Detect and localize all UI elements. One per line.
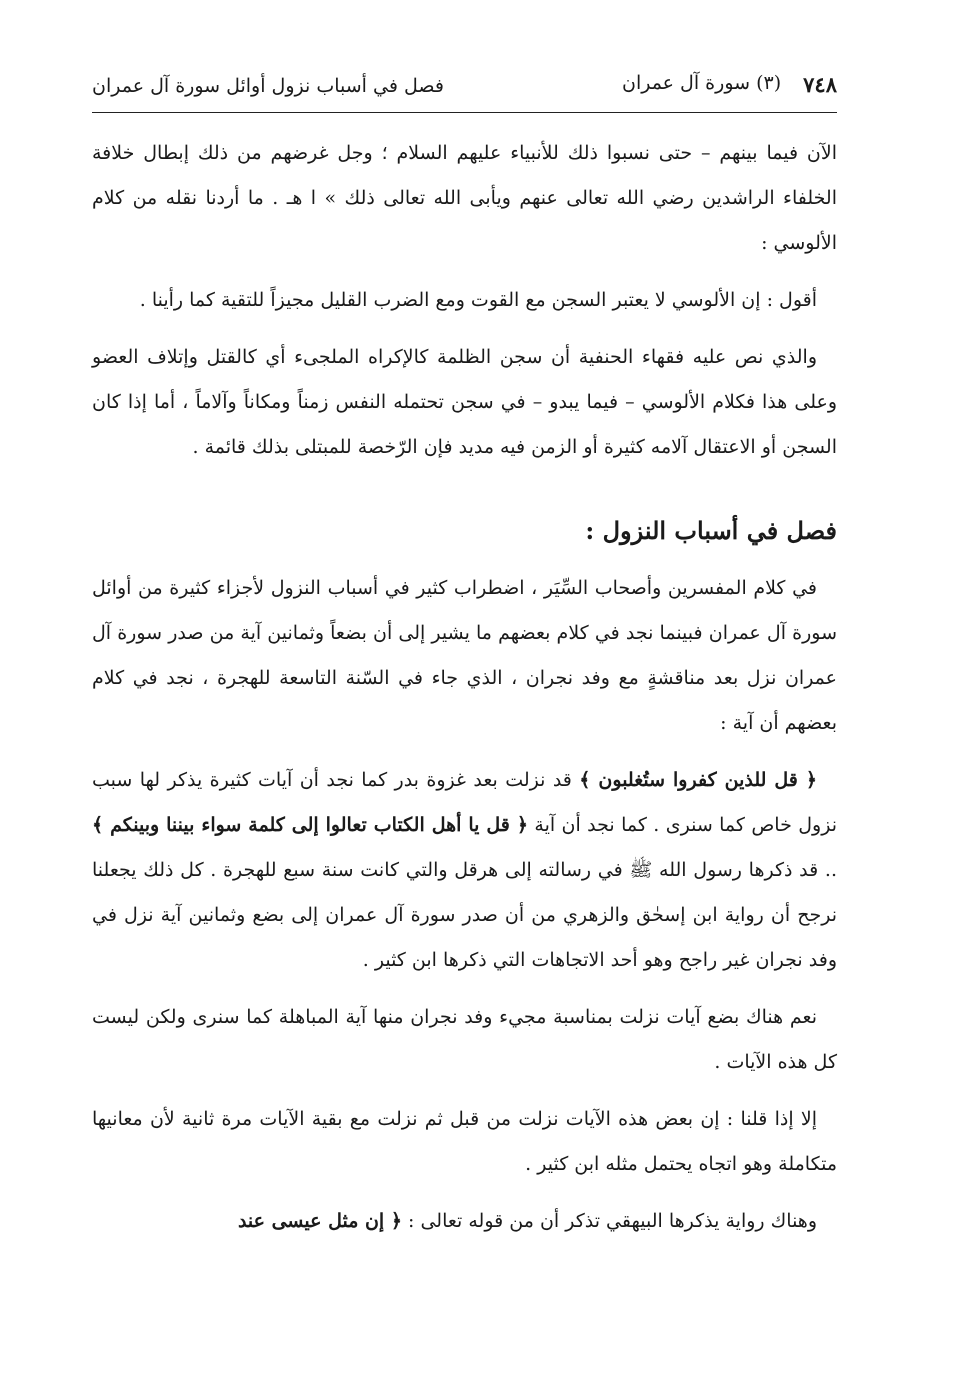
quran-verse-2: ﴿ قل يا أهل الكتاب تعالوا إلى كلمة سواء بيننا وبينكم ﴾	[92, 814, 528, 836]
header-right	[622, 72, 837, 97]
page-body	[92, 131, 837, 1244]
book-page	[92, 72, 837, 1256]
page-number: ٧٤٨	[803, 72, 837, 97]
chapter-title: فصل في أسباب نزول أوائل سورة آل عمران	[92, 75, 444, 97]
paragraph-4: في كلام المفسرين وأصحاب السِّيَر ، اضطراب كثير في أسباب النزول لأجزاء كثيرة من أوائل سورة آل عمران فبينما نجد في كلام بعضهم ما يشير إلى أن بضعاً وثمانين آية من صدر سورة آل عمران نزل بعد مناقشةٍ مع وفد نجران ، الذي جاء في السّنة التاسعة للهجرة ، نجد في كلام بعضهم أن آية :	[92, 577, 837, 734]
paragraph-1: الآن فيما بينهم – حتى نسبوا ذلك للأنبياء عليهم السلام ؛ وجل غرضهم من ذلك إبطال خلافة الخلفاء الراشدين رضي الله تعالى عنهم ويأبى الله تعالى ذلك » ا هـ . ما أردنا نقله من كلام الألوسي :	[92, 142, 837, 254]
paragraph-8	[92, 1199, 837, 1244]
paragraph-8-text: وهناك رواية يذكرها البيهقي تذكر أن من قوله تعالى :	[401, 1210, 817, 1232]
volume-title: (٣) سورة آل عمران	[621, 72, 782, 94]
paragraph-5-text-1: قد نزلت بعد غزوة بدر كما نجد أن آيات كثيرة يذكر لها سبب نزول خاص كما سنرى . كما نجد أن آية	[92, 769, 837, 836]
paragraph-5	[92, 758, 837, 983]
quran-verse-1: ﴿ قل للذين كفروا ستُغلبون ﴾	[579, 769, 817, 791]
paragraph-6: نعم هناك بضع آيات نزلت بمناسبة مجيء وفد نجران منها آية المباهلة كما سنرى ولكن ليست كل هذه الآيات .	[92, 1006, 837, 1073]
section-heading: فصل في أسباب النزول :	[585, 516, 837, 545]
paragraph-2: أقول : إن الألوسي لا يعتبر السجن مع القوت ومع الضرب القليل مجيزاً للتقية كما رأينا .	[139, 289, 817, 311]
section-gap	[92, 482, 837, 506]
paragraph-3: والذي نص عليه فقهاء الحنفية أن سجن الظلمة كالإكراه الملجىء أي كالقتل وإتلاف العضو وعلى هذا فكلام الألوسي – فيما يبدو – في سجن تحتمله النفس زمناً ومكاناً وآلاماً ، أما إذا كان السجن أو الاعتقال آلامه كثيرة أو الزمن فيه مديد فإن الرّخصة للمبتلى بذلك قائمة .	[92, 346, 837, 458]
quran-verse-3: ﴿ إن مثل عيسى عند	[237, 1210, 402, 1232]
page-header	[92, 72, 837, 113]
paragraph-7: إلا إذا قلنا : إن بعض هذه الآيات نزلت من قبل ثم نزلت مع بقية الآيات مرة ثانية لأن معانيها متكاملة وهو اتجاه يحتمل مثله ابن كثير .	[92, 1108, 837, 1175]
paragraph-5-text-2: .. قد ذكرها رسول الله ﷺ في رسالته إلى هرقل والتي كانت سنة سبع للهجرة . كل ذلك يجعلنا نرجح أن رواية ابن إسحٰق والزهري من أن صدر سورة آل عمران إلى بضع وثمانين آية نزل في وفد نجران غير راجح وهو أحد الاتجاهات التي ذكرها ابن كثير .	[92, 859, 837, 971]
